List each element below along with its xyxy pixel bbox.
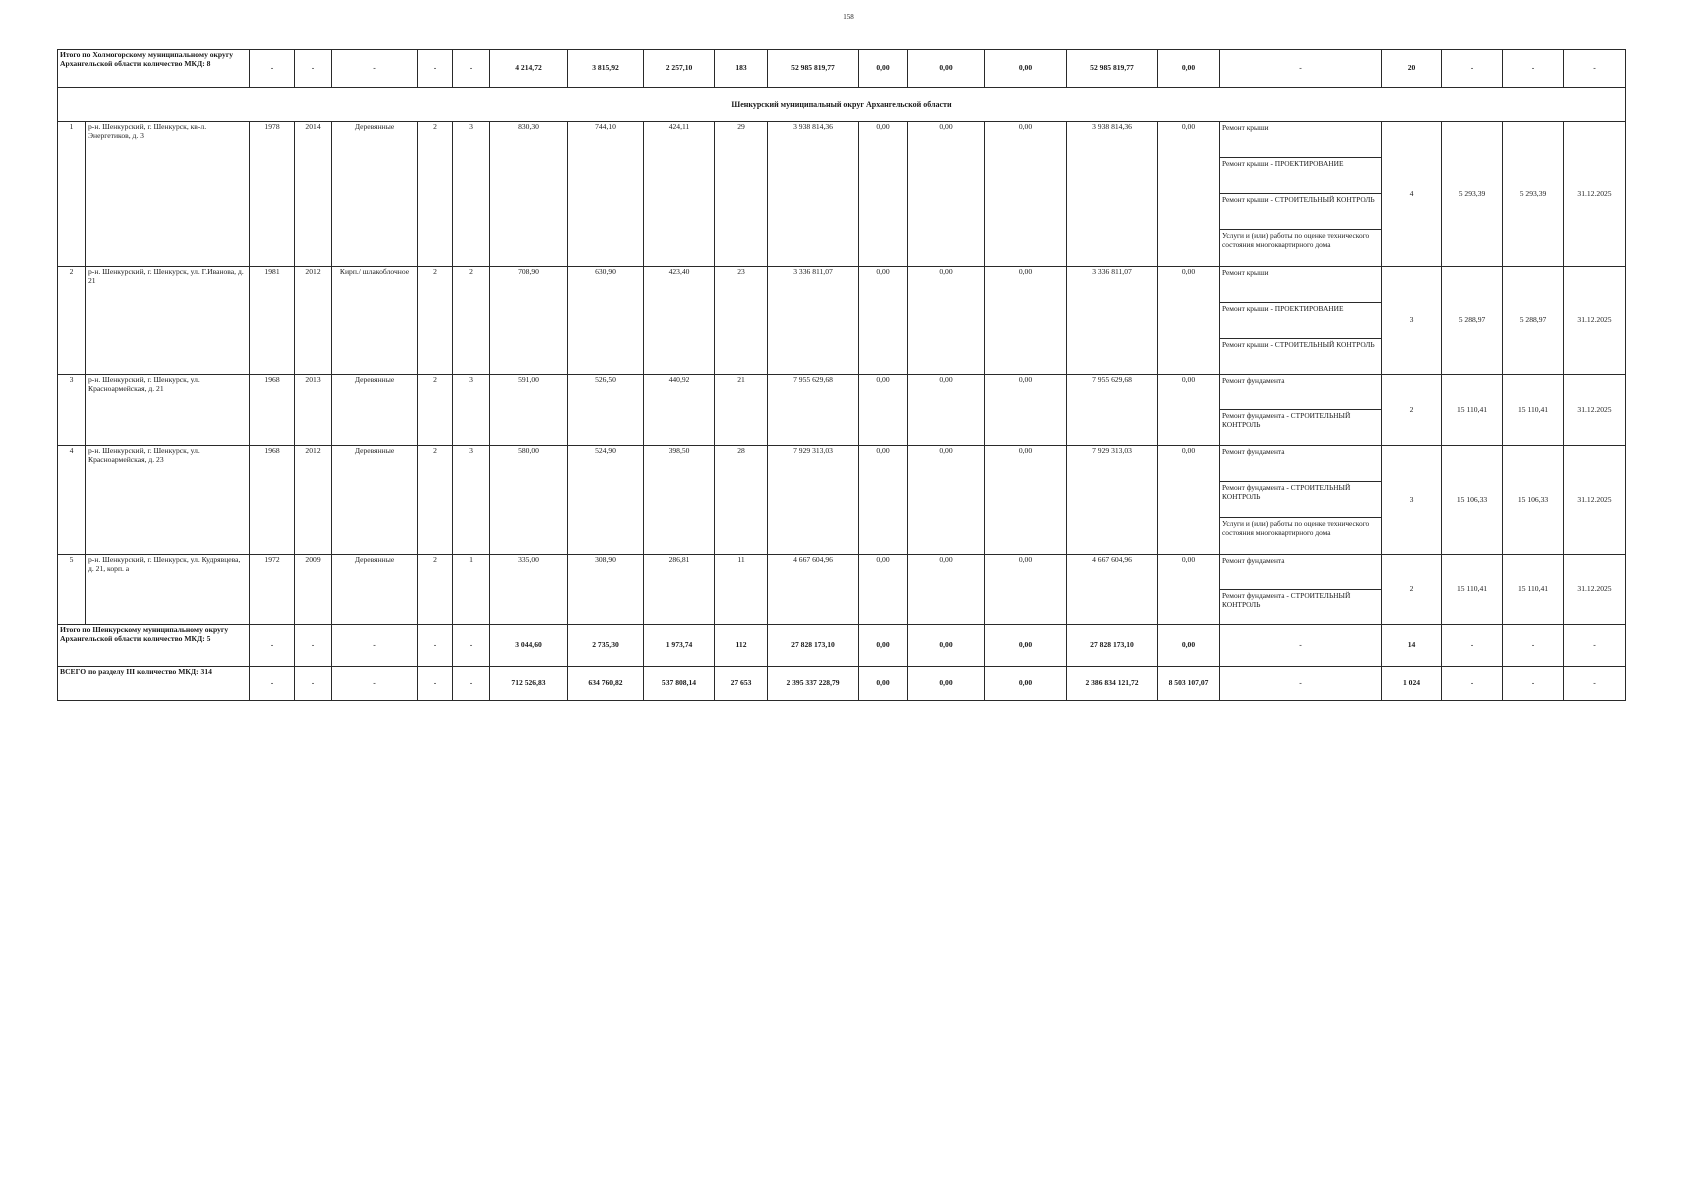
total-c4: - (418, 667, 453, 701)
total-fund1: 0,00 (859, 625, 908, 667)
table-row (58, 446, 1626, 555)
row-entrances: 3 (453, 122, 490, 267)
row-area-total: 580,00 (490, 446, 568, 555)
total-c2: - (295, 667, 332, 701)
total-residents: 112 (715, 625, 768, 667)
total-c19: - (1564, 667, 1626, 701)
work-item: Ремонт фундамента (1220, 375, 1381, 410)
total-c17: - (1442, 625, 1503, 667)
row-address: р-н. Шенкурский, г. Шенкурск, ул. Кудрявцева, д. 21, корп. а (86, 555, 250, 625)
total-fund2: 0,00 (908, 50, 985, 88)
total-fund1: 0,00 (859, 50, 908, 88)
row-residents: 21 (715, 375, 768, 446)
row-cost-total: 4 667 604,96 (768, 555, 859, 625)
total-area-premises: 634 760,82 (568, 667, 644, 701)
row-address: р-н. Шенкурский, г. Шенкурск, ул. Г.Иванова, д. 21 (86, 267, 250, 375)
row-area-premises: 308,90 (568, 555, 644, 625)
row-cost-total: 3 336 811,07 (768, 267, 859, 375)
row-fund-other: 0,00 (1158, 267, 1220, 375)
row-year-repair: 2014 (295, 122, 332, 267)
row-address: р-н. Шенкурский, г. Шенкурск, кв-л. Энергетиков, д. 3 (86, 122, 250, 267)
row-floors: 2 (418, 446, 453, 555)
total-works-count: 20 (1382, 50, 1442, 88)
row-fund3: 0,00 (985, 122, 1067, 267)
row-fund1: 0,00 (859, 446, 908, 555)
row-deadline: 31.12.2025 (1564, 267, 1626, 375)
row-area-total: 335,00 (490, 555, 568, 625)
total-area-premises: 2 735,30 (568, 625, 644, 667)
row-fund-owners: 7 955 629,68 (1067, 375, 1158, 446)
total-c3: - (332, 667, 418, 701)
row-works-count: 2 (1382, 555, 1442, 625)
row-entrances: 3 (453, 446, 490, 555)
row-works (1220, 446, 1382, 555)
row-fund1: 0,00 (859, 267, 908, 375)
row-number: 1 (58, 122, 86, 267)
row-fund-owners: 3 938 814,36 (1067, 122, 1158, 267)
row-fund-owners: 3 336 811,07 (1067, 267, 1158, 375)
row-works-count: 2 (1382, 375, 1442, 446)
row-unit-cost-max: 5 293,39 (1503, 122, 1564, 267)
row-area-total: 708,90 (490, 267, 568, 375)
page-number: 158 (843, 13, 854, 21)
row-floors: 2 (418, 375, 453, 446)
row-year-repair: 2012 (295, 446, 332, 555)
total-fund3: 0,00 (985, 50, 1067, 88)
row-works-count: 4 (1382, 122, 1442, 267)
total-c17: - (1442, 667, 1503, 701)
row-deadline: 31.12.2025 (1564, 555, 1626, 625)
row-fund-owners: 7 929 313,03 (1067, 446, 1158, 555)
total-c19: - (1564, 625, 1626, 667)
row-residents: 29 (715, 122, 768, 267)
row-material: Деревянные (332, 555, 418, 625)
total-label: Итого по Холмогорскому муниципальному округу Архангельской области количество МКД: 8 (58, 50, 250, 88)
row-area-premises: 526,50 (568, 375, 644, 446)
row-fund3: 0,00 (985, 555, 1067, 625)
row-unit-cost-max: 5 288,97 (1503, 267, 1564, 375)
work-item: Ремонт крыши (1220, 267, 1381, 303)
row-fund3: 0,00 (985, 375, 1067, 446)
row-year-repair: 2009 (295, 555, 332, 625)
total-cost-total: 27 828 173,10 (768, 625, 859, 667)
total-fund-other: 8 503 107,07 (1158, 667, 1220, 701)
row-cost-total: 7 955 629,68 (768, 375, 859, 446)
row-year-built: 1978 (250, 122, 295, 267)
total-works-count: 1 024 (1382, 667, 1442, 701)
row-address: р-н. Шенкурский, г. Шенкурск, ул. Красноармейская, д. 23 (86, 446, 250, 555)
total-fund-owners: 52 985 819,77 (1067, 50, 1158, 88)
total-label: ВСЕГО по разделу III количество МКД: 314 (58, 667, 250, 701)
row-year-built: 1972 (250, 555, 295, 625)
total-row (58, 625, 1626, 667)
row-unit-cost-max: 15 106,33 (1503, 446, 1564, 555)
row-unit-cost: 15 106,33 (1442, 446, 1503, 555)
total-works: - (1220, 667, 1382, 701)
row-entrances: 1 (453, 555, 490, 625)
row-fund2: 0,00 (908, 267, 985, 375)
row-fund2: 0,00 (908, 555, 985, 625)
row-fund3: 0,00 (985, 267, 1067, 375)
total-area-total: 3 044,60 (490, 625, 568, 667)
total-c18: - (1503, 50, 1564, 88)
row-number: 5 (58, 555, 86, 625)
row-year-repair: 2012 (295, 267, 332, 375)
total-label: Итого по Шенкурскому муниципальному округу Архангельской области количество МКД: 5 (58, 625, 250, 667)
row-area-living: 424,11 (644, 122, 715, 267)
work-item: Ремонт крыши - ПРОЕКТИРОВАНИЕ (1220, 158, 1381, 194)
row-fund1: 0,00 (859, 555, 908, 625)
row-area-premises: 524,90 (568, 446, 644, 555)
row-cost-total: 7 929 313,03 (768, 446, 859, 555)
total-fund3: 0,00 (985, 625, 1067, 667)
table-row (58, 555, 1626, 625)
row-area-living: 286,81 (644, 555, 715, 625)
total-fund-other: 0,00 (1158, 625, 1220, 667)
total-row (58, 50, 1626, 88)
row-material: Деревянные (332, 375, 418, 446)
work-item: Услуги и (или) работы по оценке технического состояния многоквартирного дома (1222, 231, 1370, 249)
row-residents: 11 (715, 555, 768, 625)
repair-program-table (57, 49, 1626, 701)
section-title: Шенкурский муниципальный округ Архангельской области (58, 88, 1626, 122)
row-works (1220, 122, 1382, 267)
row-fund2: 0,00 (908, 446, 985, 555)
row-number: 2 (58, 267, 86, 375)
row-area-living: 398,50 (644, 446, 715, 555)
row-area-total: 830,30 (490, 122, 568, 267)
row-deadline: 31.12.2025 (1564, 446, 1626, 555)
work-item: Ремонт крыши - СТРОИТЕЛЬНЫЙ КОНТРОЛЬ (1222, 340, 1375, 349)
total-c1: - (250, 667, 295, 701)
total-works: - (1220, 50, 1382, 88)
total-row (58, 667, 1626, 701)
total-c1: - (250, 625, 295, 667)
total-cost-total: 2 395 337 228,79 (768, 667, 859, 701)
total-c18: - (1503, 667, 1564, 701)
total-c3: - (332, 50, 418, 88)
table-row (58, 122, 1626, 267)
total-c2: - (295, 50, 332, 88)
total-area-living: 1 973,74 (644, 625, 715, 667)
row-unit-cost-max: 15 110,41 (1503, 555, 1564, 625)
row-fund2: 0,00 (908, 122, 985, 267)
row-material: Деревянные (332, 122, 418, 267)
total-area-total: 712 526,83 (490, 667, 568, 701)
row-area-premises: 744,10 (568, 122, 644, 267)
table-row (58, 375, 1626, 446)
total-area-living: 537 808,14 (644, 667, 715, 701)
row-cost-total: 3 938 814,36 (768, 122, 859, 267)
total-c2: - (295, 625, 332, 667)
total-fund-owners: 27 828 173,10 (1067, 625, 1158, 667)
row-works (1220, 555, 1382, 625)
row-area-total: 591,00 (490, 375, 568, 446)
row-unit-cost: 5 293,39 (1442, 122, 1503, 267)
total-c4: - (418, 625, 453, 667)
work-item: Ремонт фундамента - СТРОИТЕЛЬНЫЙ КОНТРОЛЬ (1222, 411, 1351, 429)
total-works-count: 14 (1382, 625, 1442, 667)
row-material: Деревянные (332, 446, 418, 555)
total-c3: - (332, 625, 418, 667)
row-area-living: 440,92 (644, 375, 715, 446)
total-c1: - (250, 50, 295, 88)
work-item: Ремонт фундамента (1220, 446, 1381, 482)
total-c5: - (453, 50, 490, 88)
row-fund1: 0,00 (859, 375, 908, 446)
row-works (1220, 267, 1382, 375)
total-area-premises: 3 815,92 (568, 50, 644, 88)
total-residents: 183 (715, 50, 768, 88)
row-fund-other: 0,00 (1158, 446, 1220, 555)
work-item: Ремонт крыши - СТРОИТЕЛЬНЫЙ КОНТРОЛЬ (1220, 194, 1381, 230)
total-area-living: 2 257,10 (644, 50, 715, 88)
total-c17: - (1442, 50, 1503, 88)
row-unit-cost-max: 15 110,41 (1503, 375, 1564, 446)
row-entrances: 2 (453, 267, 490, 375)
table-row (58, 267, 1626, 375)
total-area-total: 4 214,72 (490, 50, 568, 88)
work-item: Услуги и (или) работы по оценке технического состояния многоквартирного дома (1222, 519, 1370, 537)
row-deadline: 31.12.2025 (1564, 375, 1626, 446)
work-item: Ремонт фундамента - СТРОИТЕЛЬНЫЙ КОНТРОЛЬ (1220, 482, 1381, 518)
row-floors: 2 (418, 122, 453, 267)
row-year-built: 1968 (250, 446, 295, 555)
row-unit-cost: 5 288,97 (1442, 267, 1503, 375)
row-floors: 2 (418, 555, 453, 625)
row-year-built: 1981 (250, 267, 295, 375)
row-floors: 2 (418, 267, 453, 375)
row-area-premises: 630,90 (568, 267, 644, 375)
work-item: Ремонт крыши (1220, 122, 1381, 158)
row-number: 4 (58, 446, 86, 555)
row-works (1220, 375, 1382, 446)
row-deadline: 31.12.2025 (1564, 122, 1626, 267)
row-address: р-н. Шенкурский, г. Шенкурск, ул. Красноармейская, д. 21 (86, 375, 250, 446)
row-year-repair: 2013 (295, 375, 332, 446)
row-unit-cost: 15 110,41 (1442, 375, 1503, 446)
total-c4: - (418, 50, 453, 88)
row-residents: 28 (715, 446, 768, 555)
row-works-count: 3 (1382, 267, 1442, 375)
row-fund3: 0,00 (985, 446, 1067, 555)
work-item: Ремонт фундамента - СТРОИТЕЛЬНЫЙ КОНТРОЛЬ (1222, 591, 1351, 609)
total-fund2: 0,00 (908, 625, 985, 667)
row-area-living: 423,40 (644, 267, 715, 375)
total-c5: - (453, 667, 490, 701)
total-fund3: 0,00 (985, 667, 1067, 701)
total-fund2: 0,00 (908, 667, 985, 701)
row-works-count: 3 (1382, 446, 1442, 555)
total-fund-owners: 2 386 834 121,72 (1067, 667, 1158, 701)
row-fund1: 0,00 (859, 122, 908, 267)
total-c19: - (1564, 50, 1626, 88)
row-residents: 23 (715, 267, 768, 375)
total-c18: - (1503, 625, 1564, 667)
total-fund1: 0,00 (859, 667, 908, 701)
row-fund-other: 0,00 (1158, 122, 1220, 267)
row-material: Кирп./ шлакоблочное (332, 267, 418, 375)
row-fund2: 0,00 (908, 375, 985, 446)
total-residents: 27 653 (715, 667, 768, 701)
row-number: 3 (58, 375, 86, 446)
work-item: Ремонт крыши - ПРОЕКТИРОВАНИЕ (1220, 303, 1381, 339)
total-cost-total: 52 985 819,77 (768, 50, 859, 88)
row-year-built: 1968 (250, 375, 295, 446)
total-fund-other: 0,00 (1158, 50, 1220, 88)
row-fund-other: 0,00 (1158, 555, 1220, 625)
section-header-row (58, 88, 1626, 122)
row-fund-owners: 4 667 604,96 (1067, 555, 1158, 625)
work-item: Ремонт фундамента (1220, 555, 1381, 590)
row-unit-cost: 15 110,41 (1442, 555, 1503, 625)
row-fund-other: 0,00 (1158, 375, 1220, 446)
total-c5: - (453, 625, 490, 667)
total-works: - (1220, 625, 1382, 667)
row-entrances: 3 (453, 375, 490, 446)
